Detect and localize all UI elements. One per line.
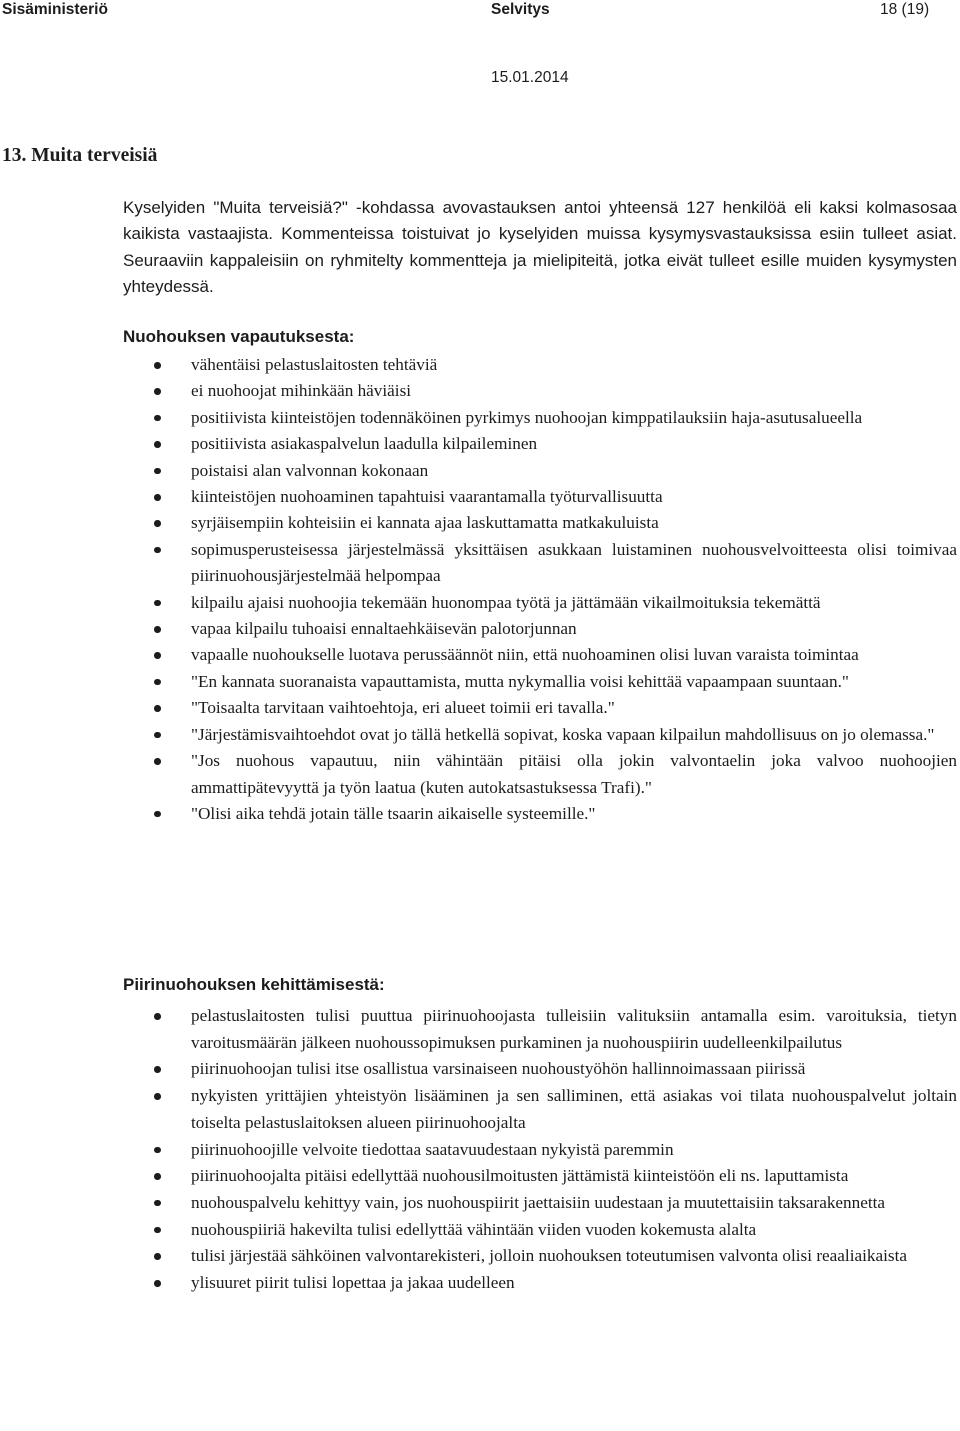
list-item <box>123 431 957 457</box>
bullet-icon <box>154 626 161 633</box>
list-item-text: ylisuuret piirit tulisi lopettaa ja jakaa uudelleen <box>191 1273 515 1293</box>
bullet-icon <box>154 494 161 501</box>
bullet-icon <box>154 679 161 686</box>
list-item-text: piirinuohoojalta pitäisi edellyttää nuohousilmoitusten jättämistä kiinteistöön eli ns. laputtamista <box>191 1166 849 1186</box>
list-item-text: vapaalle nuohoukselle luotava perussäännöt niin, että nuohoaminen olisi luvan varaista toimintaa <box>191 645 859 665</box>
list-item-text: sopimusperusteisessa järjestelmässä yksittäisen asukkaan luistaminen nuohousvelvoitteesta olisi toimivaa piirinuohousjärjestelmää helpompaa <box>191 539 957 586</box>
bullet-icon <box>154 520 161 527</box>
list-item <box>123 642 957 668</box>
bullet-icon <box>154 732 161 739</box>
bullet-icon <box>154 600 161 607</box>
bullet-icon <box>154 441 161 448</box>
list-item <box>123 722 957 748</box>
bullet-icon <box>154 1066 161 1073</box>
list-item <box>123 405 957 431</box>
list-item-text: piirinuohoojille velvoite tiedottaa saatavuudestaan nykyistä paremmin <box>191 1139 674 1159</box>
list-item-text: "Olisi aika tehdä jotain tälle tsaarin aikaiselle systeemille." <box>191 803 596 823</box>
list-item <box>123 378 957 404</box>
list-item-text: positiivista asiakaspalvelun laadulla kilpaileminen <box>191 434 538 454</box>
list-nuohouksen-vapautuksesta <box>123 352 957 827</box>
list-item-text: "En kannata suoranaista vapauttamista, mutta nykymallia voisi kehittää vapaampaan suuntaan." <box>191 671 849 691</box>
page-header <box>0 0 960 100</box>
intro-paragraph: Kyselyiden "Muita terveisiä?" -kohdassa avovastauksen antoi yhteensä 127 henkilöä eli kaksi kolmasosaa kaikista vastaajista. Kommenteissa toistuivat jo kyselyiden muissa kysymysvastauksissa esiin tulleet asiat. Seuraaviin kappaleisiin on ryhmitelty kommentteja ja mielipiteitä, jotka eivät tulleet esille muiden kysymysten yhteydessä. <box>123 198 957 296</box>
list-item <box>123 484 957 510</box>
header-page-number: 18 (19) <box>880 1 930 18</box>
list-piirinuohouksen-kehittamisesta <box>123 1003 957 1297</box>
list-item-text: nuohouspiiriä hakevilta tulisi edellyttää vähintään viiden vuoden kokemusta alalta <box>191 1219 757 1239</box>
list-item-text: vähentäisi pelastuslaitosten tehtäviä <box>191 355 438 374</box>
subheading-piirinuohouksen-kehittamisesta: Piirinuohouksen kehittämisestä: <box>123 975 385 994</box>
bullet-icon <box>154 415 161 422</box>
list-item-text: tulisi järjestää sähköinen valvontarekisteri, jolloin nuohouksen toteutumisen valvonta olisi reaaliaikaista <box>191 1246 907 1266</box>
header-document-type: Selvitys <box>491 1 550 18</box>
bullet-icon <box>154 758 161 765</box>
list-item <box>123 1137 957 1164</box>
bullet-icon <box>154 652 161 659</box>
list-item <box>123 1056 957 1083</box>
bullet-icon <box>154 705 161 712</box>
section-title: 13. Muita terveisiä <box>2 145 158 166</box>
list-item-text: ei nuohoojat mihinkään häviäisi <box>191 381 412 401</box>
list-item <box>123 1243 957 1270</box>
bullet-icon <box>154 1093 161 1100</box>
bullet-icon <box>154 1173 161 1180</box>
list-item <box>123 1003 957 1056</box>
header-date: 15.01.2014 <box>491 69 569 86</box>
list-item-text: poistaisi alan valvonnan kokonaan <box>191 460 429 480</box>
subheading-nuohouksen-vapautuksesta: Nuohouksen vapautuksesta: <box>123 327 355 346</box>
list-item-text: "Järjestämisvaihtoehdot ovat jo tällä hetkellä sopivat, koska vapaan kilpailun mahdollisuus on jo olemassa." <box>191 724 935 744</box>
bullet-icon <box>154 811 161 818</box>
list-item-text: kilpailu ajaisi nuohoojia tekemään huonompaa työtä ja jättämään vikailmoituksia tekemättä <box>191 592 821 612</box>
list-item <box>123 352 957 378</box>
list-item <box>123 748 957 801</box>
list-item <box>123 1217 957 1244</box>
bullet-icon <box>154 388 161 395</box>
list-item <box>123 458 957 484</box>
list-item <box>123 616 957 642</box>
list-item-text: piirinuohoojan tulisi itse osallistua varsinaiseen nuohoustyöhön hallinnoimassaan piirissä <box>191 1059 806 1079</box>
header-organization: Sisäministeriö <box>2 1 108 18</box>
bullet-icon <box>154 1147 161 1154</box>
list-item <box>123 1163 957 1190</box>
bullet-icon <box>154 468 161 475</box>
list-item <box>123 1083 957 1136</box>
list-item-text: positiivista kiinteistöjen todennäköinen pyrkimys nuohoojan kimppatilauksiin haja-asutusalueella <box>191 407 863 427</box>
list-item <box>123 510 957 536</box>
bullet-icon <box>154 1253 161 1260</box>
list-item-text: "Toisaalta tarvitaan vaihtoehtoja, eri alueet toimii eri tavalla." <box>191 698 615 718</box>
list-item-text: nykyisten yrittäjien yhteistyön lisääminen ja sen salliminen, että asiakas voi tilata nuohouspalvelut joltain toiselta pelastuslaitoksen alueen piirinuohoojalta <box>191 1086 957 1132</box>
list-item <box>123 695 957 721</box>
list-item-text: "Jos nuohous vapautuu, niin vähintään pitäisi olla jokin valvontaelin joka valvoo nuohoojien ammattipätevyyttä ja työn laatua (kuten autokatsastuksessa Trafi)." <box>191 751 957 797</box>
list-item <box>123 1270 957 1297</box>
bullet-icon <box>154 1013 161 1020</box>
bullet-icon <box>154 362 161 369</box>
list-item-text: syrjäisempiin kohteisiin ei kannata ajaa laskuttamatta matkakuluista <box>191 513 659 533</box>
list-item-text: nuohouspalvelu kehittyy vain, jos nuohouspiirit jaettaisiin uudestaan ja muutettaisiin taksarakennetta <box>191 1192 886 1212</box>
list-item <box>123 801 957 827</box>
list-item-text: pelastuslaitosten tulisi puuttua piirinuohoojasta tulleisiin valituksiin antamalla esim. varoituksia, tietyn varoitusmäärän jälkeen nuohoussopimuksen purkaminen ja nuohouspiirin uudelleenkilpailutus <box>191 1006 957 1052</box>
list-item-text: kiinteistöjen nuohoaminen tapahtuisi vaarantamalla työturvallisuutta <box>191 487 663 507</box>
list-item <box>123 669 957 695</box>
list-item <box>123 537 957 590</box>
bullet-icon <box>154 1280 161 1287</box>
list-item <box>123 590 957 616</box>
bullet-icon <box>154 1200 161 1207</box>
bullet-icon <box>154 547 161 554</box>
list-item-text: vapaa kilpailu tuhoaisi ennaltaehkäisevän palotorjunnan <box>191 619 577 639</box>
bullet-icon <box>154 1227 161 1234</box>
list-item <box>123 1190 957 1217</box>
